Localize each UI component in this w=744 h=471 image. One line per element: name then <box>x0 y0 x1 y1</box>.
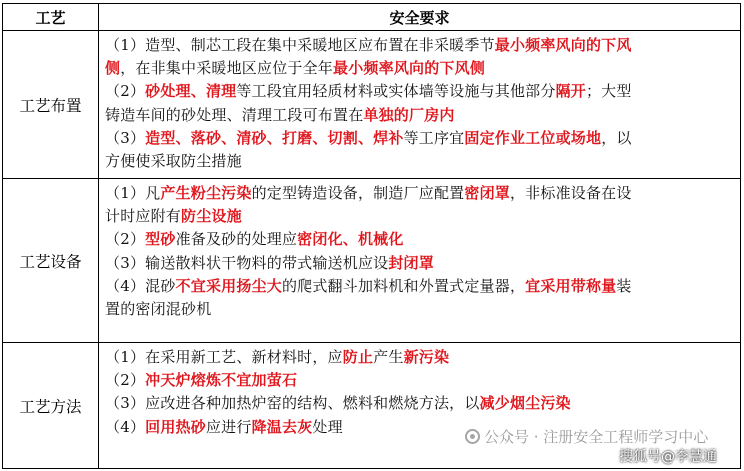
requirement-line <box>105 182 736 205</box>
requirement-line <box>105 57 736 80</box>
text-segment: （4） <box>105 417 146 436</box>
requirement-line <box>105 34 736 57</box>
row-label-method: 工艺方法 <box>3 343 99 469</box>
header-row <box>3 4 741 31</box>
wechat-official-icon <box>465 429 480 444</box>
highlight-text: 砂处理、清理 <box>145 82 237 101</box>
requirement-line <box>105 392 736 415</box>
table-row <box>3 31 741 179</box>
text-segment: （1）在采用新工艺、新材料时，应 <box>105 348 343 366</box>
highlight-text: 固定作业工位或场地 <box>464 128 602 147</box>
highlight-text: 防止 <box>342 348 374 366</box>
text-segment: （2） <box>105 371 146 390</box>
highlight-text: 冲天炉熔炼不宜加萤石 <box>145 371 298 390</box>
highlight-text: 造型、落砂、清砂、打磨、切割、焊补 <box>145 128 404 147</box>
highlight-text: 隔开 <box>555 82 586 101</box>
text-segment: （2） <box>105 82 146 101</box>
row-label-equipment: 工艺设备 <box>3 179 99 343</box>
requirements-cell-equipment <box>99 179 741 343</box>
highlight-text: 单独的厂房内 <box>363 105 455 124</box>
text-segment: （3）应改进各种加热炉窑的结构、燃料和燃烧方法，以 <box>105 394 480 413</box>
highlight-text: 防尘设施 <box>181 207 242 226</box>
text-segment: ，在非集中采暖地区应位于全年 <box>120 59 334 78</box>
text-segment: 等工段宜用轻质材料或实体墙等设施与其他部分 <box>236 82 556 101</box>
watermark-text: 公众号 · 注册安全工程师学习中心 <box>484 428 709 446</box>
safety-requirements-table <box>2 3 741 469</box>
text-segment: 应进行 <box>205 417 252 436</box>
requirement-line <box>105 150 736 173</box>
highlight-text: 最小频率风向的下风 <box>494 36 632 54</box>
text-segment: 方便使采取防尘措施 <box>105 152 242 171</box>
highlight-text: 封闭罩 <box>388 253 434 272</box>
watermark <box>465 426 708 447</box>
text-segment: ，以 <box>601 128 632 147</box>
requirement-line <box>105 104 736 127</box>
row-label-layout: 工艺布置 <box>3 31 99 179</box>
table-row <box>3 179 741 343</box>
text-segment: （2） <box>105 230 146 249</box>
text-segment: 准备及砂的处理应 <box>175 230 298 249</box>
header-requirements: 安全要求 <box>99 4 741 31</box>
highlight-text: 产生粉尘污染 <box>160 184 252 202</box>
text-segment: 铸造车间的砂处理、清理工段可布置在 <box>105 105 364 124</box>
text-segment: 装 <box>616 276 632 295</box>
text-segment: 置的密闭混砂机 <box>105 300 212 319</box>
requirement-line <box>105 298 736 321</box>
requirement-line <box>105 369 736 392</box>
highlight-text: 密闭化、机械化 <box>297 230 404 249</box>
highlight-text: 降温去灰 <box>251 417 313 436</box>
header-process: 工艺 <box>3 4 99 31</box>
highlight-text: 减少烟尘污染 <box>479 394 571 413</box>
requirements-cell-layout <box>99 31 741 179</box>
requirement-line <box>105 252 736 275</box>
text-segment: （3）输送散料状干物料的带式输送机应设 <box>105 253 389 272</box>
highlight-text: 宜采用带称量 <box>525 276 617 295</box>
text-segment: ，非标准设备在设 <box>509 184 632 202</box>
requirement-line <box>105 275 736 298</box>
text-segment: 等工序宜 <box>403 128 465 147</box>
brand-watermark: 搜狐号@李慧通 <box>619 449 717 465</box>
highlight-text: 最小频率风向的下风侧 <box>333 59 486 78</box>
requirement-line <box>105 205 736 228</box>
text-segment: 计时应附有 <box>105 207 182 226</box>
text-segment: （3） <box>105 128 146 147</box>
requirement-line <box>105 127 736 150</box>
highlight-text: 型砂 <box>145 230 176 249</box>
text-segment: 的定型铸造设备，制造厂应配置 <box>251 184 465 202</box>
requirement-line <box>105 346 736 369</box>
text-segment: （1）造型、制芯工段在集中采暖地区应布置在非采暖季节 <box>105 36 495 54</box>
highlight-text: 回用热砂 <box>145 417 206 436</box>
requirement-line <box>105 80 736 103</box>
text-segment: （1）凡 <box>105 184 161 202</box>
text-segment: （4）混砂 <box>105 276 176 295</box>
highlight-text: 侧 <box>105 59 121 78</box>
highlight-text: 不宜采用扬尘大 <box>175 276 282 295</box>
text-segment: 的爬式翻斗加料机和外置式定量器， <box>281 276 526 295</box>
text-segment: 产生 <box>373 348 404 366</box>
highlight-text: 密闭罩 <box>464 184 510 202</box>
text-segment: ；大型 <box>585 82 632 101</box>
highlight-text: 新污染 <box>403 348 450 366</box>
requirement-line <box>105 228 736 251</box>
text-segment: 处理 <box>312 417 343 436</box>
